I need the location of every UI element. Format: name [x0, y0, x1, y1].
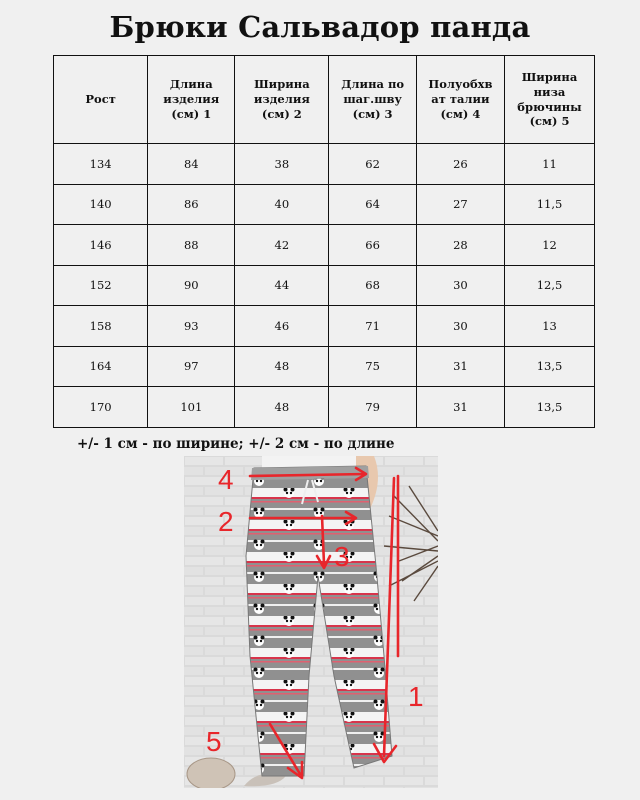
table-row [54, 306, 595, 347]
header-leg-opening: Ширина низа брючины (см) 5 [505, 56, 595, 144]
table-cell: 170 [54, 387, 148, 428]
table-cell: 101 [148, 387, 235, 428]
table-row [54, 387, 595, 428]
wicker-ball-decoration [187, 758, 235, 788]
table-cell: 11,5 [505, 184, 595, 225]
table-cell: 30 [416, 265, 504, 306]
table-cell: 158 [54, 306, 148, 347]
table-row [54, 225, 595, 266]
table-cell: 31 [416, 387, 504, 428]
marker-label-5: 5 [206, 726, 222, 757]
table-cell: 26 [416, 144, 504, 185]
table-row [54, 346, 595, 387]
table-cell: 48 [235, 346, 329, 387]
header-length: Длина изделия (см) 1 [148, 56, 235, 144]
table-cell: 71 [329, 306, 416, 347]
product-photo [184, 456, 438, 788]
table-cell: 48 [235, 387, 329, 428]
table-cell: 13 [505, 306, 595, 347]
table-header-row [54, 56, 595, 144]
table-cell: 79 [329, 387, 416, 428]
tolerance-note: +/- 1 см - по ширине; +/- 2 см - по длине [77, 436, 395, 452]
table-cell: 75 [329, 346, 416, 387]
table-cell: 11 [505, 144, 595, 185]
table-cell: 152 [54, 265, 148, 306]
table-cell: 86 [148, 184, 235, 225]
table-cell: 64 [329, 184, 416, 225]
table-cell: 28 [416, 225, 504, 266]
marker-label-4: 4 [218, 464, 234, 495]
size-table [53, 55, 595, 428]
table-cell: 46 [235, 306, 329, 347]
marker-label-3: 3 [334, 541, 350, 572]
table-cell: 68 [329, 265, 416, 306]
table-cell: 88 [148, 225, 235, 266]
table-row [54, 184, 595, 225]
marker-label-1: 1 [408, 681, 424, 712]
header-half-waist: Полуобхв ат талии (см) 4 [416, 56, 504, 144]
table-cell: 97 [148, 346, 235, 387]
page-title: Брюки Сальвадор панда [109, 10, 531, 44]
table-cell: 13,5 [505, 346, 595, 387]
table-row [54, 265, 595, 306]
marker-label-2: 2 [218, 506, 234, 537]
table-cell: 90 [148, 265, 235, 306]
table-cell: 66 [329, 225, 416, 266]
table-cell: 146 [54, 225, 148, 266]
header-height: Рост [54, 56, 148, 144]
table-cell: 62 [329, 144, 416, 185]
table-cell: 13,5 [505, 387, 595, 428]
table-cell: 40 [235, 184, 329, 225]
table-row [54, 144, 595, 185]
table-cell: 31 [416, 346, 504, 387]
header-width: Ширина изделия (см) 2 [235, 56, 329, 144]
table-cell: 12 [505, 225, 595, 266]
table-cell: 93 [148, 306, 235, 347]
table-cell: 30 [416, 306, 504, 347]
table-cell: 84 [148, 144, 235, 185]
table-cell: 140 [54, 184, 148, 225]
header-inseam: Длина по шаг.шву (см) 3 [329, 56, 416, 144]
table-cell: 27 [416, 184, 504, 225]
table-cell: 42 [235, 225, 329, 266]
table-cell: 164 [54, 346, 148, 387]
table-cell: 134 [54, 144, 148, 185]
table-cell: 44 [235, 265, 329, 306]
table-cell: 38 [235, 144, 329, 185]
table-cell: 12,5 [505, 265, 595, 306]
